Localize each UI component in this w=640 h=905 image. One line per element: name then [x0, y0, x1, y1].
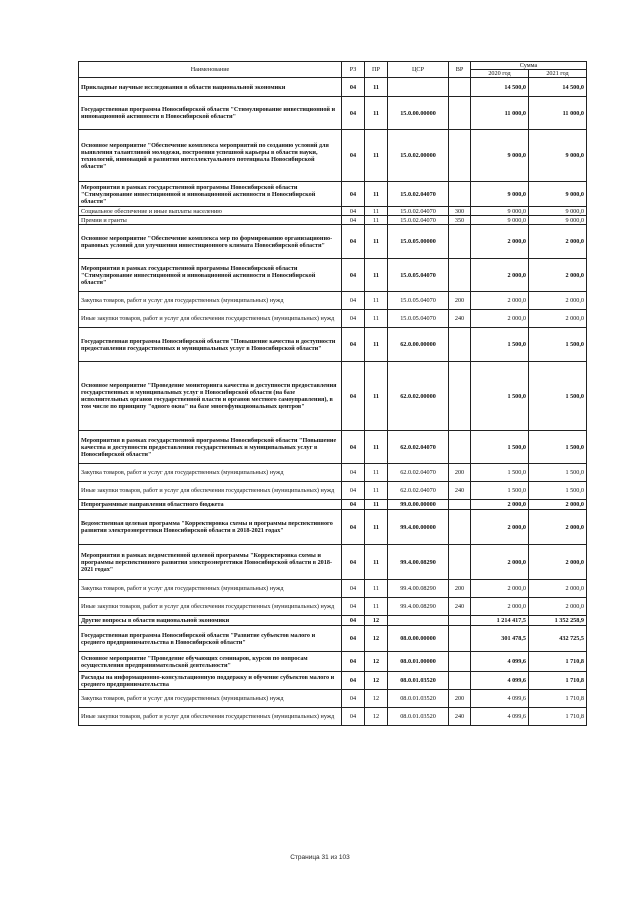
- table-row: [79, 225, 587, 259]
- row-name: Закупка товаров, работ и услуг для государственных (муниципальных) нужд: [79, 690, 342, 708]
- row-sum-2021: 1 500,0: [529, 431, 587, 464]
- row-csr: 15.0.02.04070: [388, 182, 449, 207]
- row-sum-2021: 1 710,8: [529, 672, 587, 690]
- row-vr: [449, 328, 471, 362]
- table-row: [79, 652, 587, 672]
- row-name: Основное мероприятие "Проведение обучающих семинаров, курсов по вопросам осуществления предпринимательской деятельности": [79, 652, 342, 672]
- row-sum-2020: 2 000,0: [471, 292, 529, 310]
- row-sum-2021: 1 500,0: [529, 482, 587, 500]
- row-sum-2020: 4 099,6: [471, 652, 529, 672]
- header-year-2020: 2020 год: [471, 70, 529, 78]
- row-name: Непрограммные направления областного бюджета: [79, 500, 342, 510]
- row-csr: 62.0.02.00000: [388, 362, 449, 431]
- table-row: [79, 580, 587, 598]
- table-row: [79, 97, 587, 130]
- row-csr: 15.0.05.00000: [388, 225, 449, 259]
- row-sum-2021: 2 000,0: [529, 310, 587, 328]
- row-csr: [388, 78, 449, 97]
- header-sum: Сумма: [471, 62, 587, 70]
- row-sum-2020: 301 478,5: [471, 626, 529, 652]
- row-rz: 04: [342, 708, 365, 726]
- row-pr: 11: [365, 431, 388, 464]
- row-pr: 12: [365, 708, 388, 726]
- row-csr: [388, 616, 449, 626]
- row-vr: 200: [449, 690, 471, 708]
- row-name: Премии и гранты: [79, 216, 342, 225]
- row-sum-2021: 2 000,0: [529, 259, 587, 292]
- row-name: Основное мероприятие "Обеспечение комплекса мер по формированию организационно-правовых условий для улучшения инвестиционного климата Новосибирской области": [79, 225, 342, 259]
- row-sum-2021: 1 710,8: [529, 652, 587, 672]
- row-vr: 240: [449, 708, 471, 726]
- row-sum-2021: 9 000,0: [529, 130, 587, 182]
- row-sum-2020: 2 000,0: [471, 510, 529, 545]
- row-sum-2020: 2 000,0: [471, 580, 529, 598]
- row-csr: 62.0.02.04070: [388, 431, 449, 464]
- row-rz: 04: [342, 500, 365, 510]
- row-csr: 15.0.05.04070: [388, 259, 449, 292]
- row-vr: 240: [449, 482, 471, 500]
- table-row: [79, 672, 587, 690]
- row-vr: [449, 510, 471, 545]
- table-row: [79, 464, 587, 482]
- row-sum-2020: 2 000,0: [471, 259, 529, 292]
- page-footer: Страница 31 из 103: [290, 854, 350, 861]
- row-rz: 04: [342, 216, 365, 225]
- row-csr: 99.4.00.08290: [388, 545, 449, 580]
- row-pr: 12: [365, 652, 388, 672]
- row-vr: [449, 78, 471, 97]
- row-sum-2021: 1 710,8: [529, 690, 587, 708]
- row-sum-2020: 2 000,0: [471, 545, 529, 580]
- row-vr: 200: [449, 464, 471, 482]
- table-row: [79, 482, 587, 500]
- row-csr: 15.0.05.04070: [388, 310, 449, 328]
- table-row: [79, 500, 587, 510]
- row-csr: 08.0.00.00000: [388, 626, 449, 652]
- row-name: Иные закупки товаров, работ и услуг для обеспечения государственных (муниципальных) нужд: [79, 708, 342, 726]
- row-vr: [449, 259, 471, 292]
- row-sum-2021: 9 000,0: [529, 216, 587, 225]
- row-name: Государственная программа Новосибирской области "Стимулирование инвестиционной и инновационной активности в Новосибирской области": [79, 97, 342, 130]
- row-rz: 04: [342, 328, 365, 362]
- row-rz: 04: [342, 182, 365, 207]
- row-sum-2021: 1 500,0: [529, 328, 587, 362]
- row-pr: 11: [365, 130, 388, 182]
- row-vr: 240: [449, 598, 471, 616]
- row-csr: 15.0.00.00000: [388, 97, 449, 130]
- row-name: Прикладные научные исследования в области национальной экономики: [79, 78, 342, 97]
- table-row: [79, 328, 587, 362]
- table-row: [79, 708, 587, 726]
- row-name: Закупка товаров, работ и услуг для государственных (муниципальных) нужд: [79, 292, 342, 310]
- row-sum-2021: 9 000,0: [529, 182, 587, 207]
- row-rz: 04: [342, 652, 365, 672]
- table-row: [79, 310, 587, 328]
- row-name: Иные закупки товаров, работ и услуг для обеспечения государственных (муниципальных) нужд: [79, 482, 342, 500]
- row-sum-2021: 11 000,0: [529, 97, 587, 130]
- row-vr: 200: [449, 580, 471, 598]
- row-rz: 04: [342, 482, 365, 500]
- row-rz: 04: [342, 431, 365, 464]
- header-pr: ПР: [365, 62, 388, 78]
- row-name: Мероприятия в рамках государственной программы Новосибирской области "Повышение качества и доступности предоставления государственных и муниципальных услуг в Новосибирской области": [79, 431, 342, 464]
- row-sum-2020: 1 500,0: [471, 482, 529, 500]
- row-sum-2020: 1 500,0: [471, 362, 529, 431]
- table-row: [79, 545, 587, 580]
- row-csr: 15.0.02.04070: [388, 216, 449, 225]
- row-sum-2020: 14 500,0: [471, 78, 529, 97]
- row-rz: 04: [342, 310, 365, 328]
- row-sum-2020: 1 214 417,5: [471, 616, 529, 626]
- row-pr: 12: [365, 690, 388, 708]
- row-vr: [449, 97, 471, 130]
- row-sum-2020: 2 000,0: [471, 225, 529, 259]
- row-pr: 11: [365, 598, 388, 616]
- row-csr: 15.0.02.04070: [388, 207, 449, 216]
- row-name: Мероприятия в рамках государственной программы Новосибирской области "Стимулирование инвестиционной и инновационной активности в Новосибирской области": [79, 259, 342, 292]
- row-pr: 11: [365, 292, 388, 310]
- header-year-2021: 2021 год: [529, 70, 587, 78]
- row-sum-2020: 4 099,6: [471, 708, 529, 726]
- row-sum-2021: 1 352 258,9: [529, 616, 587, 626]
- row-sum-2021: 2 000,0: [529, 510, 587, 545]
- row-csr: 15.0.02.00000: [388, 130, 449, 182]
- header-csr: ЦСР: [388, 62, 449, 78]
- row-vr: [449, 545, 471, 580]
- table-body: [79, 78, 587, 726]
- row-vr: 240: [449, 310, 471, 328]
- row-name: Мероприятия в рамках государственной программы Новосибирской области "Стимулирование инвестиционной и инновационной активности в Новосибирской области": [79, 182, 342, 207]
- row-name: Мероприятия в рамках ведомственной целевой программы "Корректировка схемы и программы перспективного развития электроэнергетики Новосибирской области в 2018-2021 годах": [79, 545, 342, 580]
- row-name: Основное мероприятие "Проведение мониторинга качества и доступности предоставления государственных и муниципальных услуг в Новосибирской области (на базе исполнительных органов государственной власти и органов местного самоуправления), в том числе по принципу "одного окна" на базе многофункциональных центров": [79, 362, 342, 431]
- row-pr: 11: [365, 78, 388, 97]
- row-rz: 04: [342, 616, 365, 626]
- row-vr: 200: [449, 292, 471, 310]
- row-sum-2020: 11 000,0: [471, 97, 529, 130]
- row-vr: [449, 672, 471, 690]
- table-row: [79, 216, 587, 225]
- row-rz: 04: [342, 464, 365, 482]
- row-vr: [449, 431, 471, 464]
- row-rz: 04: [342, 225, 365, 259]
- table-row: [79, 182, 587, 207]
- row-sum-2020: 9 000,0: [471, 182, 529, 207]
- row-rz: 04: [342, 292, 365, 310]
- row-pr: 11: [365, 97, 388, 130]
- row-csr: 99.4.00.08290: [388, 580, 449, 598]
- row-vr: [449, 626, 471, 652]
- row-csr: 08.0.01.03520: [388, 708, 449, 726]
- row-csr: 99.4.00.08290: [388, 598, 449, 616]
- row-csr: 62.0.02.04070: [388, 482, 449, 500]
- row-sum-2021: 2 000,0: [529, 580, 587, 598]
- row-rz: 04: [342, 510, 365, 545]
- row-pr: 11: [365, 362, 388, 431]
- table-row: [79, 431, 587, 464]
- row-sum-2021: 2 000,0: [529, 598, 587, 616]
- row-sum-2021: 2 000,0: [529, 545, 587, 580]
- table-row: [79, 626, 587, 652]
- row-rz: 04: [342, 97, 365, 130]
- row-pr: 11: [365, 500, 388, 510]
- row-vr: [449, 616, 471, 626]
- row-name: Закупка товаров, работ и услуг для государственных (муниципальных) нужд: [79, 580, 342, 598]
- row-pr: 11: [365, 328, 388, 362]
- table-row: [79, 130, 587, 182]
- row-name: Государственная программа Новосибирской области "Повышение качества и доступности предоставления государственных и муниципальных услуг в Новосибирской области": [79, 328, 342, 362]
- row-sum-2021: 1 710,8: [529, 708, 587, 726]
- row-rz: 04: [342, 672, 365, 690]
- row-pr: 11: [365, 182, 388, 207]
- row-vr: [449, 362, 471, 431]
- row-pr: 11: [365, 580, 388, 598]
- table-row: [79, 207, 587, 216]
- table-row: [79, 510, 587, 545]
- table-row: [79, 259, 587, 292]
- row-vr: [449, 225, 471, 259]
- row-pr: 11: [365, 464, 388, 482]
- row-vr: 350: [449, 216, 471, 225]
- table-row: [79, 362, 587, 431]
- row-csr: 15.0.05.04070: [388, 292, 449, 310]
- row-csr: 08.0.01.00000: [388, 652, 449, 672]
- row-sum-2021: 2 000,0: [529, 500, 587, 510]
- row-sum-2021: 2 000,0: [529, 292, 587, 310]
- row-rz: 04: [342, 130, 365, 182]
- row-pr: 12: [365, 672, 388, 690]
- row-sum-2020: 4 099,6: [471, 690, 529, 708]
- row-vr: [449, 652, 471, 672]
- row-pr: 11: [365, 545, 388, 580]
- header-rz: РЗ: [342, 62, 365, 78]
- row-vr: [449, 182, 471, 207]
- row-pr: 11: [365, 310, 388, 328]
- table-row: [79, 78, 587, 97]
- row-sum-2020: 9 000,0: [471, 216, 529, 225]
- table-row: [79, 292, 587, 310]
- row-sum-2021: 9 000,0: [529, 207, 587, 216]
- table-row: [79, 616, 587, 626]
- row-csr: 62.0.02.04070: [388, 464, 449, 482]
- row-name: Государственная программа Новосибирской области "Развитие субъектов малого и среднего предпринимательства в Новосибирской области": [79, 626, 342, 652]
- table-row: [79, 598, 587, 616]
- row-csr: 99.0.00.00000: [388, 500, 449, 510]
- budget-table: [78, 61, 587, 726]
- row-pr: 11: [365, 482, 388, 500]
- table-row: [79, 690, 587, 708]
- row-csr: 62.0.00.00000: [388, 328, 449, 362]
- row-pr: 11: [365, 259, 388, 292]
- row-rz: 04: [342, 207, 365, 216]
- row-name: Закупка товаров, работ и услуг для государственных (муниципальных) нужд: [79, 464, 342, 482]
- row-rz: 04: [342, 362, 365, 431]
- row-pr: 11: [365, 216, 388, 225]
- row-rz: 04: [342, 626, 365, 652]
- header-vr: ВР: [449, 62, 471, 78]
- row-name: Ведомственная целевая программа "Корректировка схемы и программы перспективного развития электроэнергетики Новосибирской области в 2018-2021 годах": [79, 510, 342, 545]
- row-sum-2020: 1 500,0: [471, 464, 529, 482]
- row-vr: [449, 130, 471, 182]
- row-sum-2021: 432 725,5: [529, 626, 587, 652]
- row-vr: [449, 500, 471, 510]
- row-name: Другие вопросы в области национальной экономики: [79, 616, 342, 626]
- row-pr: 11: [365, 207, 388, 216]
- row-sum-2020: 9 000,0: [471, 207, 529, 216]
- row-sum-2021: 14 500,0: [529, 78, 587, 97]
- row-sum-2020: 2 000,0: [471, 598, 529, 616]
- row-sum-2021: 1 500,0: [529, 362, 587, 431]
- row-pr: 11: [365, 510, 388, 545]
- row-sum-2020: 2 000,0: [471, 310, 529, 328]
- row-sum-2020: 1 500,0: [471, 431, 529, 464]
- row-sum-2020: 4 099,6: [471, 672, 529, 690]
- row-name: Иные закупки товаров, работ и услуг для обеспечения государственных (муниципальных) нужд: [79, 598, 342, 616]
- row-pr: 11: [365, 225, 388, 259]
- row-sum-2020: 9 000,0: [471, 130, 529, 182]
- row-name: Основное мероприятие "Обеспечение комплекса мероприятий по созданию условий для выявления талантливой молодежи, построения успешной карьеры в области науки, технологий, инноваций и развития интеллектуального потенциала Новосибирской области": [79, 130, 342, 182]
- row-sum-2021: 2 000,0: [529, 225, 587, 259]
- row-sum-2020: 2 000,0: [471, 500, 529, 510]
- row-csr: 99.4.00.00000: [388, 510, 449, 545]
- row-rz: 04: [342, 259, 365, 292]
- row-csr: 08.0.01.03520: [388, 672, 449, 690]
- row-sum-2020: 1 500,0: [471, 328, 529, 362]
- row-sum-2021: 1 500,0: [529, 464, 587, 482]
- row-pr: 12: [365, 616, 388, 626]
- row-rz: 04: [342, 690, 365, 708]
- row-csr: 08.0.01.03520: [388, 690, 449, 708]
- row-vr: 300: [449, 207, 471, 216]
- row-pr: 12: [365, 626, 388, 652]
- row-rz: 04: [342, 598, 365, 616]
- row-rz: 04: [342, 78, 365, 97]
- row-rz: 04: [342, 580, 365, 598]
- row-name: Социальное обеспечение и иные выплаты населению: [79, 207, 342, 216]
- header-name: Наименование: [79, 62, 342, 78]
- row-rz: 04: [342, 545, 365, 580]
- row-name: Расходы на информационно-консультационную поддержку и обучение субъектов малого и среднего предпринимательства: [79, 672, 342, 690]
- row-name: Иные закупки товаров, работ и услуг для обеспечения государственных (муниципальных) нужд: [79, 310, 342, 328]
